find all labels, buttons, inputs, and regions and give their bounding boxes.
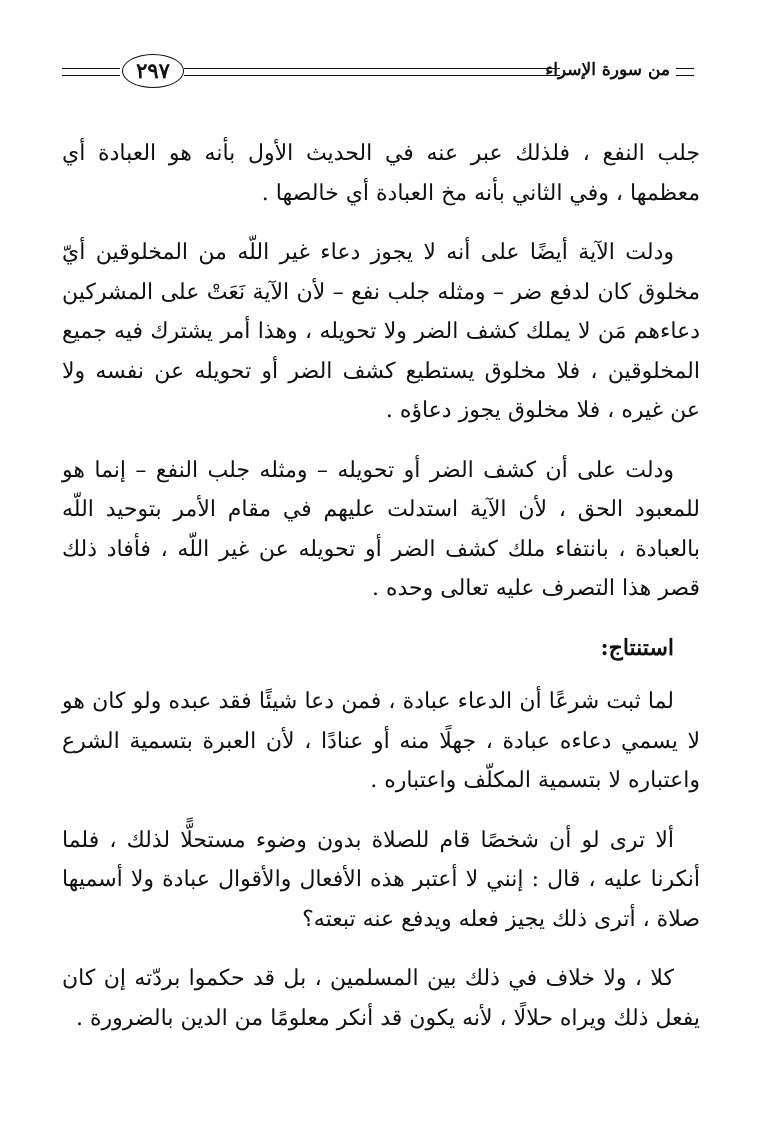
paragraph-4: لما ثبت شرعًا أن الدعاء عبادة ، فمن دعا شيئًا فقد عبده ولو كان هو لا يسمي دعاءه عبادة ، جهلًا منه أو عنادًا ، لأن العبرة بتسمية الشرع واعتباره لا بتسمية المكلّف واعتباره . [62,689,700,793]
header-rule-left [62,68,120,76]
paragraph-2: ودلت الآية أيضًا على أنه لا يجوز دعاء غير اللّه من المخلوقين أيّ مخلوق كان لدفع ضر – ومثله جلب نفع – لأن الآية نَعَتْ على المشركين دعاءهم مَن لا يملك كشف الضر ولا تحويله ، وهذا أمر يشترك فيه جميع المخلوقين ، فلا مخلوق يستطيع كشف الضر أو تحويله عن نفسه ولا عن غيره ، فلا مخلوق يجوز دعاؤه . [62,240,700,423]
paragraph-1: جلب النفع ، فلذلك عبر عنه في الحديث الأول بأنه هو العبادة أي معظمها ، وفي الثاني بأنه مخ العبادة أي خالصها . [62,141,700,206]
paragraph-6: كلا ، ولا خلاف في ذلك بين المسلمين ، بل قد حكموا بردّته إن كان يفعل ذلك ويراه حلالًا ، لأنه يكون قد أنكر معلومًا من الدين بالضرورة . [62,966,700,1031]
page-header [62,52,694,96]
page-number: ٢٩٧ [122,54,184,88]
section-heading: استنتاج: [600,634,674,661]
main-text [62,134,700,1058]
header-rule-middle [184,68,560,76]
paragraph-5: ألا ترى لو أن شخصًا قام للصلاة بدون وضوء مستحلًّا لذلك ، فلما أنكرنا عليه ، قال : إنني لا أعتبر هذه الأفعال والأقوال عبادة ولا أسميها صلاة ، أترى ذلك يجيز فعله ويدفع عنه تبعته؟ [62,827,700,932]
header-rule-right [676,68,694,76]
paragraph-3: ودلت على أن كشف الضر أو تحويله – ومثله جلب النفع – إنما هو للمعبود الحق ، لأن الآية استدلت عليهم في مقام الأمر بتوحيد اللّه بالعبادة ، بانتفاء ملك كشف الضر أو تحويله عن غير اللّه ، فأفاد ذلك قصر هذا التصرف عليه تعالى وحده . [62,457,700,601]
running-title: من سورة الإسراء [545,60,670,80]
